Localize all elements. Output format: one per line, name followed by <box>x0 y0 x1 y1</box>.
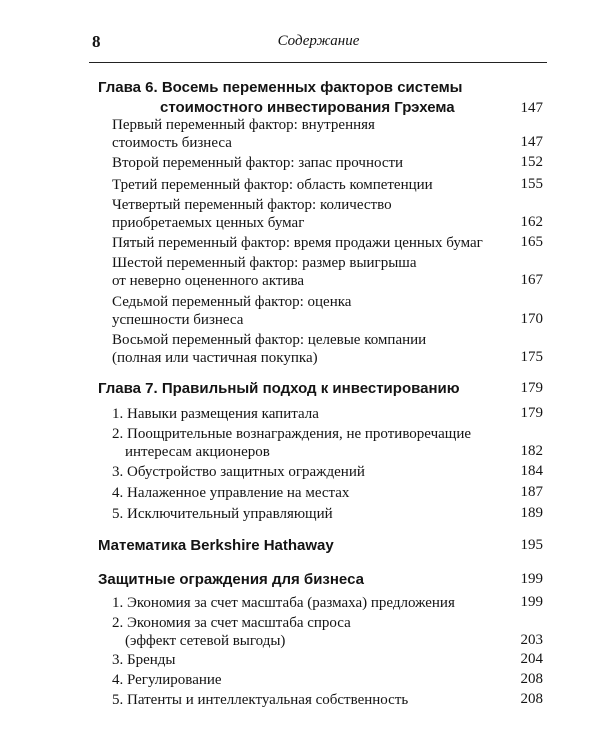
chapter-6-page: 147 <box>520 100 543 116</box>
entry-line1: Пятый переменный фактор: время продажи ценных бумаг <box>112 235 483 251</box>
entry-line2: интересам акционеров <box>125 444 270 460</box>
entry-page: 204 <box>520 651 543 667</box>
entry-page: 189 <box>520 505 543 521</box>
entry-line1: Восьмой переменный фактор: целевые компании <box>112 332 427 348</box>
running-head <box>92 32 545 52</box>
entry-page: 182 <box>520 443 543 459</box>
chapter-6-title-line1: Глава 6. Восемь переменных факторов системы <box>98 79 463 96</box>
section-title: Содержание <box>277 33 360 49</box>
entry-line1: Седьмой переменный фактор: оценка <box>112 294 352 310</box>
entry-page: 147 <box>520 134 543 150</box>
header-rule <box>89 62 547 63</box>
entry-line1: 1. Экономия за счет масштаба (размаха) предложения <box>112 595 455 611</box>
section-moats-title: Защитные ограждения для бизнеса <box>98 571 364 588</box>
entry-line1: Четвертый переменный фактор: количество <box>112 197 392 213</box>
entry-page: 187 <box>520 484 543 500</box>
entry-line2: успешности бизнеса <box>112 312 244 328</box>
entry-line1: 5. Исключительный управляющий <box>112 506 333 522</box>
entry-line1: 3. Бренды <box>112 652 176 668</box>
chapter-7-page: 179 <box>520 380 543 396</box>
entry-page: 162 <box>520 214 543 230</box>
entry-line1: 2. Поощрительные вознаграждения, не противоречащие <box>112 426 472 442</box>
section-math-title: Математика Berkshire Hathaway <box>98 537 334 554</box>
entry-line1: 2. Экономия за счет масштаба спроса <box>112 615 351 631</box>
entry-page: 152 <box>520 154 543 170</box>
entry-page: 208 <box>520 671 543 687</box>
entry-line1: 1. Навыки размещения капитала <box>112 406 319 422</box>
entry-line2: от неверно оцененного актива <box>112 273 305 289</box>
entry-line1: 5. Патенты и интеллектуальная собственность <box>112 692 409 708</box>
entry-page: 203 <box>520 632 543 648</box>
entry-page: 155 <box>520 176 543 192</box>
entry-line2: приобретаемых ценных бумаг <box>112 215 305 231</box>
entry-page: 179 <box>520 405 543 421</box>
chapter-6-title-line2: стоимостного инвестирования Грэхема <box>160 99 455 116</box>
entry-page: 170 <box>520 311 543 327</box>
entry-page: 175 <box>520 349 543 365</box>
section-moats-page: 199 <box>520 571 543 587</box>
entry-line1: 4. Налаженное управление на местах <box>112 485 350 501</box>
chapter-7-title: Глава 7. Правильный подход к инвестированию <box>98 380 460 397</box>
page-number: 8 <box>92 32 101 51</box>
entry-page: 165 <box>520 234 543 250</box>
entry-line1: 3. Обустройство защитных ограждений <box>112 464 365 480</box>
entry-line1: Второй переменный фактор: запас прочности <box>112 155 404 171</box>
entry-line2: (эффект сетевой выгоды) <box>125 633 286 649</box>
entry-page: 199 <box>520 594 543 610</box>
entry-line1: Шестой переменный фактор: размер выигрыша <box>112 255 417 271</box>
entry-line2: (полная или частичная покупка) <box>112 350 318 366</box>
entry-line1: Первый переменный фактор: внутренняя <box>112 117 375 133</box>
entry-line1: Третий переменный фактор: область компетенции <box>112 177 433 193</box>
entry-page: 208 <box>520 691 543 707</box>
section-math-page: 195 <box>520 537 543 553</box>
entry-line2: стоимость бизнеса <box>112 135 232 151</box>
entry-line1: 4. Регулирование <box>112 672 222 688</box>
entry-page: 167 <box>520 272 543 288</box>
entry-page: 184 <box>520 463 543 479</box>
